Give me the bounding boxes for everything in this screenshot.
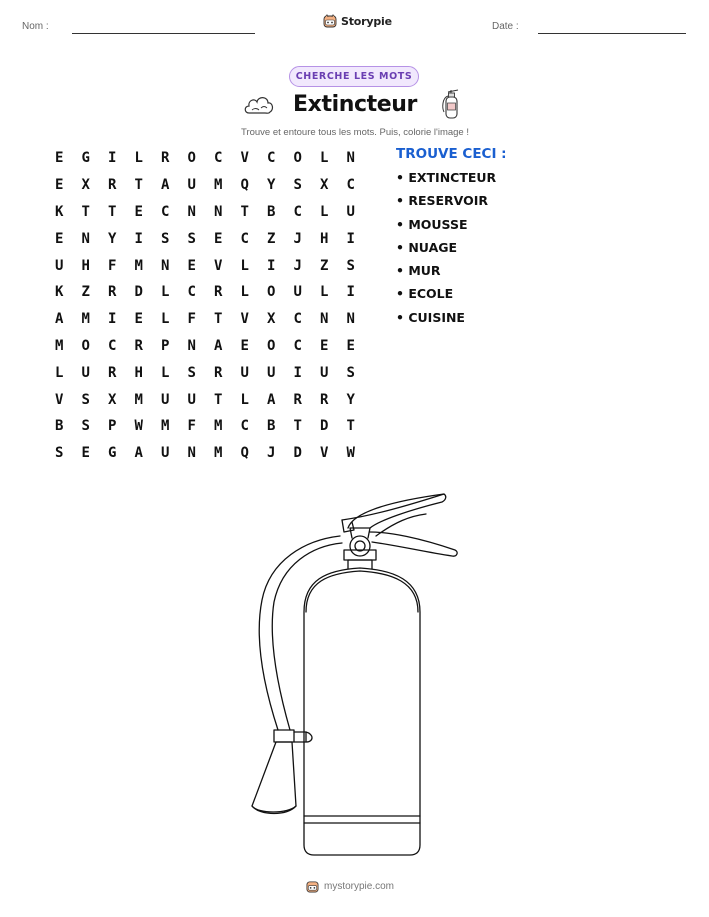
grid-cell[interactable]: I	[108, 311, 117, 328]
grid-cell[interactable]: M	[161, 418, 170, 435]
grid-cell[interactable]: N	[320, 311, 329, 328]
grid-cell[interactable]: M	[214, 177, 223, 194]
grid-cell[interactable]: P	[161, 337, 170, 354]
grid-cell[interactable]: Y	[108, 230, 117, 247]
grid-cell[interactable]: R	[214, 364, 223, 381]
grid-cell[interactable]: L	[320, 150, 329, 167]
word-item: • RESERVOIR	[396, 193, 489, 209]
grid-cell[interactable]: F	[108, 257, 117, 274]
word-list	[396, 170, 496, 333]
grid-cell[interactable]: T	[81, 203, 90, 220]
grid-cell[interactable]: S	[81, 418, 90, 435]
grid-cell[interactable]: X	[108, 391, 117, 408]
storypie-mascot-icon	[323, 14, 337, 28]
grid-cell[interactable]: H	[81, 257, 90, 274]
grid-cell[interactable]: U	[320, 364, 329, 381]
grid-cell[interactable]: P	[108, 418, 117, 435]
grid-cell[interactable]: U	[55, 257, 64, 274]
grid-cell[interactable]: M	[214, 418, 223, 435]
grid-cell[interactable]: E	[55, 150, 64, 167]
grid-cell[interactable]: I	[108, 150, 117, 167]
grid-cell[interactable]: R	[214, 284, 223, 301]
grid-cell[interactable]: I	[346, 230, 355, 247]
grid-cell[interactable]: I	[346, 284, 355, 301]
grid-cell[interactable]: L	[320, 203, 329, 220]
grid-cell[interactable]: D	[320, 418, 329, 435]
grid-cell[interactable]: T	[214, 391, 223, 408]
word-item: • NUAGE	[396, 239, 458, 255]
grid-cell[interactable]: R	[320, 391, 329, 408]
grid-cell[interactable]: C	[161, 203, 170, 220]
grid-cell[interactable]: X	[267, 311, 276, 328]
word-item: • MOUSSE	[396, 216, 468, 232]
grid-cell[interactable]: K	[55, 203, 64, 220]
grid-cell[interactable]: Q	[240, 445, 249, 462]
grid-cell[interactable]: V	[320, 445, 329, 462]
grid-cell[interactable]: X	[320, 177, 329, 194]
grid-cell[interactable]: S	[161, 230, 170, 247]
activity-badge: CHERCHE LES MOTS	[289, 66, 419, 87]
grid-cell[interactable]: S	[55, 445, 64, 462]
grid-cell[interactable]: L	[161, 284, 170, 301]
grid-cell[interactable]: U	[81, 364, 90, 381]
grid-cell[interactable]: D	[134, 284, 143, 301]
grid-cell[interactable]: U	[187, 177, 196, 194]
word-item: • MUR	[396, 263, 441, 279]
page-title: Extincteur	[293, 92, 417, 117]
grid-cell[interactable]: R	[108, 177, 117, 194]
grid-cell[interactable]: Z	[81, 284, 90, 301]
grid-cell[interactable]: O	[187, 150, 196, 167]
grid-cell[interactable]: C	[240, 418, 249, 435]
grid-cell[interactable]: C	[214, 150, 223, 167]
grid-cell[interactable]: E	[214, 230, 223, 247]
grid-cell[interactable]: B	[267, 203, 276, 220]
grid-cell[interactable]: L	[161, 364, 170, 381]
grid-cell[interactable]: C	[293, 203, 302, 220]
grid-cell[interactable]: G	[81, 150, 90, 167]
grid-cell[interactable]: B	[267, 418, 276, 435]
grid-cell[interactable]: L	[134, 150, 143, 167]
grid-cell[interactable]: N	[161, 257, 170, 274]
grid-cell[interactable]: C	[240, 230, 249, 247]
grid-cell[interactable]: N	[187, 337, 196, 354]
grid-cell[interactable]: A	[134, 445, 143, 462]
grid-cell[interactable]: C	[293, 311, 302, 328]
grid-cell[interactable]: T	[214, 311, 223, 328]
grid-cell[interactable]: M	[134, 257, 143, 274]
grid-cell[interactable]: R	[108, 284, 117, 301]
grid-cell[interactable]: U	[240, 364, 249, 381]
name-label: Nom :	[22, 21, 49, 32]
grid-cell[interactable]: B	[55, 418, 64, 435]
grid-cell[interactable]: E	[187, 257, 196, 274]
grid-cell[interactable]: V	[214, 257, 223, 274]
grid-cell[interactable]: G	[108, 445, 117, 462]
word-search-grid[interactable]	[46, 145, 364, 467]
grid-cell[interactable]: F	[187, 418, 196, 435]
footer[interactable]	[306, 880, 394, 893]
grid-cell[interactable]: W	[346, 445, 355, 462]
grid-cell[interactable]: N	[346, 150, 355, 167]
grid-cell[interactable]: X	[81, 177, 90, 194]
grid-cell[interactable]: M	[134, 391, 143, 408]
grid-cell[interactable]: I	[293, 364, 302, 381]
storypie-mascot-icon	[306, 880, 319, 893]
date-line[interactable]	[538, 33, 686, 34]
grid-cell[interactable]: Z	[267, 230, 276, 247]
grid-cell[interactable]: C	[267, 150, 276, 167]
grid-cell[interactable]: N	[187, 445, 196, 462]
grid-cell[interactable]: S	[187, 364, 196, 381]
grid-cell[interactable]: C	[346, 177, 355, 194]
name-line[interactable]	[72, 33, 255, 34]
grid-cell[interactable]: A	[267, 391, 276, 408]
grid-cell[interactable]: S	[293, 177, 302, 194]
grid-cell[interactable]: A	[161, 177, 170, 194]
grid-cell[interactable]: E	[240, 337, 249, 354]
grid-cell[interactable]: E	[55, 177, 64, 194]
grid-cell[interactable]: T	[240, 203, 249, 220]
grid-cell[interactable]: R	[134, 337, 143, 354]
grid-cell[interactable]: L	[161, 311, 170, 328]
grid-cell[interactable]: T	[346, 418, 355, 435]
grid-cell[interactable]: C	[293, 337, 302, 354]
grid-cell[interactable]: I	[134, 230, 143, 247]
grid-cell[interactable]: T	[134, 177, 143, 194]
grid-cell[interactable]: M	[55, 337, 64, 354]
grid-cell[interactable]: E	[81, 445, 90, 462]
brand-name: Storypie	[341, 14, 392, 28]
grid-cell[interactable]: T	[108, 203, 117, 220]
grid-cell[interactable]: H	[134, 364, 143, 381]
footer-url: mystorypie.com	[324, 881, 395, 892]
fire-extinguisher-drawing[interactable]	[230, 480, 460, 860]
grid-cell[interactable]: N	[346, 311, 355, 328]
grid-cell[interactable]: R	[108, 364, 117, 381]
grid-cell[interactable]: T	[293, 418, 302, 435]
grid-cell[interactable]: U	[161, 445, 170, 462]
word-list-title: TROUVE CECI :	[396, 146, 507, 162]
grid-cell[interactable]: L	[240, 391, 249, 408]
grid-cell[interactable]: J	[267, 445, 276, 462]
grid-cell[interactable]: Z	[320, 257, 329, 274]
grid-cell[interactable]: L	[320, 284, 329, 301]
grid-cell[interactable]: J	[293, 230, 302, 247]
grid-cell[interactable]: O	[293, 150, 302, 167]
grid-cell[interactable]: R	[293, 391, 302, 408]
grid-cell[interactable]: E	[134, 203, 143, 220]
fire-extinguisher-icon	[438, 88, 464, 120]
grid-cell[interactable]: L	[55, 364, 64, 381]
grid-cell[interactable]: E	[320, 337, 329, 354]
grid-cell[interactable]: K	[55, 284, 64, 301]
grid-cell[interactable]: U	[346, 203, 355, 220]
grid-cell[interactable]: J	[293, 257, 302, 274]
word-item: • EXTINCTEUR	[396, 170, 497, 185]
grid-cell[interactable]: E	[346, 337, 355, 354]
grid-cell[interactable]: I	[267, 257, 276, 274]
grid-cell[interactable]: V	[240, 311, 249, 328]
grid-cell[interactable]: Y	[346, 391, 355, 408]
grid-cell[interactable]: Q	[240, 177, 249, 194]
date-label: Date :	[492, 21, 519, 32]
grid-cell[interactable]: S	[187, 230, 196, 247]
grid-cell[interactable]: L	[240, 284, 249, 301]
grid-cell[interactable]: V	[55, 391, 64, 408]
grid-cell[interactable]: S	[346, 257, 355, 274]
grid-cell[interactable]: U	[267, 364, 276, 381]
grid-cell[interactable]: U	[161, 391, 170, 408]
grid-cell[interactable]: N	[187, 203, 196, 220]
grid-cell[interactable]: W	[134, 418, 143, 435]
grid-cell[interactable]: N	[81, 230, 90, 247]
grid-cell[interactable]: M	[81, 311, 90, 328]
grid-cell[interactable]: E	[134, 311, 143, 328]
grid-cell[interactable]: O	[267, 337, 276, 354]
grid-cell[interactable]: C	[187, 284, 196, 301]
grid-cell[interactable]: A	[214, 337, 223, 354]
grid-cell[interactable]: C	[108, 337, 117, 354]
instructions: Trouve et entoure tous les mots. Puis, colorie l'image !	[241, 127, 469, 138]
grid-cell[interactable]: L	[240, 257, 249, 274]
header-logo[interactable]	[323, 14, 392, 28]
grid-cell[interactable]: S	[81, 391, 90, 408]
grid-cell[interactable]: A	[55, 311, 64, 328]
grid-cell[interactable]: N	[214, 203, 223, 220]
grid-cell[interactable]: O	[81, 337, 90, 354]
grid-cell[interactable]: O	[267, 284, 276, 301]
grid-cell[interactable]: D	[293, 445, 302, 462]
grid-cell[interactable]: H	[320, 230, 329, 247]
grid-cell[interactable]: U	[293, 284, 302, 301]
grid-cell[interactable]: U	[187, 391, 196, 408]
grid-cell[interactable]: E	[55, 230, 64, 247]
grid-cell[interactable]: V	[240, 150, 249, 167]
word-item: • ECOLE	[396, 286, 454, 302]
grid-cell[interactable]: R	[161, 150, 170, 167]
grid-cell[interactable]: F	[187, 311, 196, 328]
grid-cell[interactable]: Y	[267, 177, 276, 194]
word-item: • CUISINE	[396, 309, 465, 325]
grid-cell[interactable]: M	[214, 445, 223, 462]
grid-cell[interactable]: S	[346, 364, 355, 381]
